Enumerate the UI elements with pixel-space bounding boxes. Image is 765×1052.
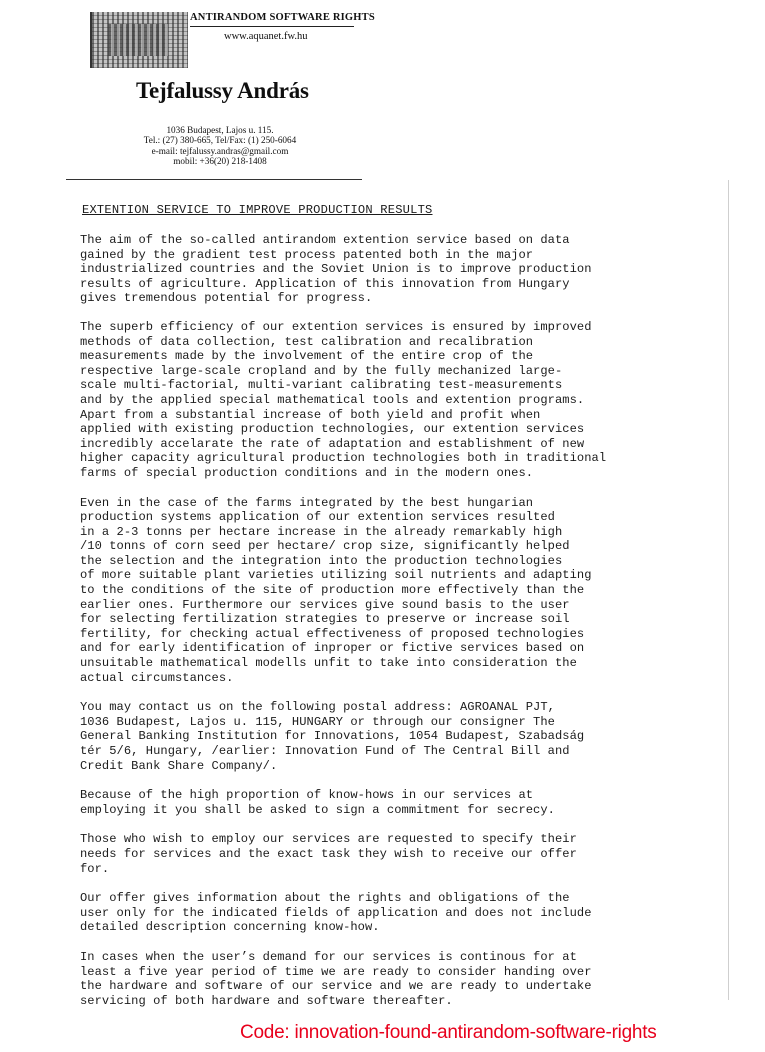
text-line: Credit Bank Share Company/.: [80, 758, 278, 773]
paragraph: [80, 700, 740, 773]
text-line: 1036 Budapest, Lajos u. 115, HUNGARY or through our consigner The: [80, 714, 555, 729]
contact-email: e-mail: tejfalussy.andras@gmail.com: [151, 145, 289, 156]
text-line: for.: [80, 861, 110, 876]
text-line: the selection and the integration into the production technologies: [80, 553, 563, 568]
text-line: least a five year period of time we are ready to consider handing over: [80, 964, 592, 979]
paragraph: [80, 950, 740, 1008]
footer-code: Code: innovation-found-antirandom-software-rights: [240, 1022, 657, 1043]
letterhead-logo-image: [90, 12, 188, 68]
text-line: General Banking Institution for Innovations, 1054 Budapest, Szabadság: [80, 729, 585, 744]
text-line: in a 2-3 tonns per hectare increase in the already remarkably high: [80, 524, 563, 539]
text-line: The superb efficiency of our extention services is ensured by improved: [80, 319, 592, 334]
text-line: user only for the indicated fields of application and does not include: [80, 905, 592, 920]
text-line: employing it you shall be asked to sign a commitment for secrecy.: [80, 802, 555, 817]
text-line: methods of data collection, test calibration and recalibration: [80, 334, 534, 349]
text-line: for selecting fertilization strategies to preserve or increase soil: [80, 612, 570, 627]
text-line: Because of the high proportion of know-hows in our services at: [80, 788, 534, 803]
text-line: industrialized countries and the Soviet Union is to improve production: [80, 262, 592, 277]
text-line: respective large-scale cropland and by the fully mechanized large-: [80, 363, 563, 378]
paragraph: [80, 233, 740, 306]
text-line: earlier ones. Furthermore our services give sound basis to the user: [80, 597, 570, 612]
text-line: to the conditions of the site of production more effectively than the: [80, 583, 585, 598]
text-line: measurements made by the involvement of the entire crop of the: [80, 349, 534, 364]
org-name: ANTIRANDOM SOFTWARE RIGHTS: [190, 12, 375, 23]
text-line: results of agriculture. Application of this innovation from Hungary: [80, 276, 570, 291]
paragraph: [80, 788, 740, 817]
text-line: gives tremendous potential for progress.: [80, 291, 373, 306]
paragraph: [80, 891, 740, 935]
text-line: Those who wish to employ our services are requested to specify their: [80, 832, 577, 847]
text-line: of more suitable plant varieties utilizing soil nutrients and adapting: [80, 568, 592, 583]
text-line: and by the applied special mathematical tools and extention programs.: [80, 392, 585, 407]
text-line: Apart from a substantial increase of both yield and profit when: [80, 407, 541, 422]
document-body: [80, 233, 740, 1008]
contact-block: [110, 125, 330, 167]
text-line: You may contact us on the following postal address: AGROANAL PJT,: [80, 700, 555, 715]
document-title: EXTENTION SERVICE TO IMPROVE PRODUCTION RESULTS: [82, 203, 433, 217]
text-line: unsuitable mathematical modells unfit to take into consideration the: [80, 656, 577, 671]
text-line: tér 5/6, Hungary, /earlier: Innovation Fund of The Central Bill and: [80, 744, 570, 758]
text-line: scale multi-factorial, multi-variant calibrating test-measurements: [80, 378, 563, 393]
text-line: production systems application of our extention services resulted: [80, 510, 555, 525]
paragraph: [80, 320, 740, 481]
contact-mobil: mobil: +36(20) 218-1408: [173, 156, 267, 167]
text-line: applied with existing production technologies, our extention services: [80, 422, 585, 437]
text-line: servicing of both hardware and software thereafter.: [80, 993, 453, 1008]
org-underline: [190, 26, 354, 27]
author-name: Tejfalussy András: [136, 78, 309, 103]
contact-address: 1036 Budapest, Lajos u. 115.: [166, 125, 274, 135]
website-text: www.aquanet.fw.hu: [224, 31, 308, 42]
text-line: Even in the case of the farms integrated by the best hungarian: [80, 495, 534, 510]
text-line: The aim of the so-called antirandom extention service based on data: [80, 233, 570, 247]
text-line: fertility, for checking actual effectiveness of proposed technologies: [80, 626, 585, 641]
text-line: needs for services and the exact task they wish to receive our offer: [80, 846, 577, 861]
text-line: incredibly accelarate the rate of adaptation and establishment of new: [80, 436, 585, 451]
text-line: detailed description concerning know-how.: [80, 920, 380, 935]
text-line: actual circumstances.: [80, 670, 234, 685]
paragraph: [80, 496, 740, 686]
text-line: higher capacity agricultural production technologies both in traditional: [80, 451, 607, 466]
text-line: gained by the gradient test process patented both in the major: [80, 247, 534, 262]
text-line: farms of special production conditions and in the modern ones.: [80, 465, 534, 480]
text-line: In cases when the user’s demand for our services is continous for at: [80, 949, 577, 964]
paragraph: [80, 832, 740, 876]
letterhead-divider: [66, 179, 362, 180]
text-line: Our offer gives information about the rights and obligations of the: [80, 891, 570, 906]
contact-tel: Tel.: (27) 380-665, Tel/Fax: (1) 250-6064: [143, 135, 297, 146]
text-line: /10 tonns of corn seed per hectare/ crop size, significantly helped: [80, 539, 570, 554]
text-line: the hardware and software of our service and we are ready to undertake: [80, 979, 592, 994]
text-line: and for early identification of inproper or fictive services based on: [80, 641, 585, 656]
